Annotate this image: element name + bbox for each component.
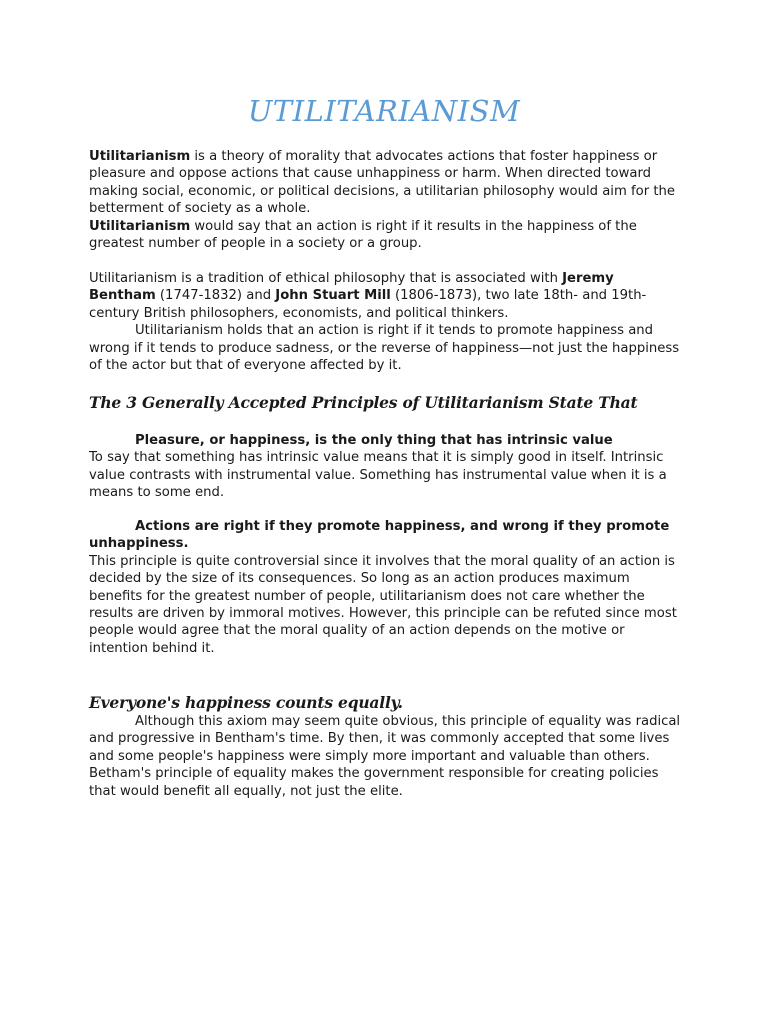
principle-2-section [89, 518, 681, 657]
term-utilitarianism-2: Utilitarianism [89, 218, 191, 234]
principle-2-text: This principle is quite controversial since it involves that the moral quality of an action is decided by the size of its consequences. So long as an action produces maximum benefits for the greatest number of people, utilitarianism does not care whether the results are driven by immoral motives. However, this principle can be refuted since most people would agree that the moral quality of an action depends on the motive or intention behind it. [89, 553, 677, 656]
intro-paragraph-2-text: would say that an action is right if it results in the happiness of the greatest number of people in a society or a group. [89, 218, 637, 252]
principle-1-heading [89, 432, 681, 449]
principle-2-heading [89, 518, 681, 553]
intro-section [89, 148, 681, 252]
holds-paragraph [89, 322, 681, 374]
intro-paragraph-2 [89, 218, 681, 253]
intro-paragraph-1-text: is a theory of morality that advocates actions that foster happiness or pleasure and oppose actions that cause unhappiness or harm. When directed toward making social, economic, or political decisions, a utilitarian philosophy would aim for the betterment of society as a whole. [89, 149, 675, 217]
history-section [89, 270, 681, 374]
principle-1-section [89, 432, 681, 502]
history-paragraph [89, 270, 681, 322]
term-utilitarianism: Utilitarianism [89, 149, 191, 164]
principle-3-text-content: Although this axiom may seem quite obvious, this principle of equality was radical and progressive in Bentham's time. By then, it was commonly accepted that some lives and some people's happiness were simply more important and valuable than others. Betham's principle of equality makes the government responsible for creating policies that would benefit all equally, not just the elite. [89, 714, 681, 799]
principles-heading: The 3 Generally Accepted Principles of Utilitarianism State That [89, 393, 638, 412]
name-bentham: Jeremy Bentham [89, 271, 614, 304]
principle-3-text [89, 713, 681, 800]
history-text-c: (1806-1873), two late 18th- and 19th-century British philosophers, economists, and political thinkers. [89, 288, 647, 321]
principle-1-text: To say that something has intrinsic value means that it is simply good in itself. Intrinsic value contrasts with instrumental value. Something has instrumental value when it is a means to some end. [89, 450, 667, 501]
history-text-a: Utilitarianism is a tradition of ethical philosophy that is associated with [89, 271, 563, 286]
principle-3-heading: Everyone's happiness counts equally. [89, 693, 403, 712]
history-text-b: (1747-1832) and [155, 288, 276, 304]
intro-paragraph-1 [89, 148, 681, 218]
principle-2-heading-text: Actions are right if they promote happiness, and wrong if they promote unhappiness. [89, 519, 670, 552]
holds-text: Utilitarianism holds that an action is right if it tends to promote happiness and wrong if it tends to produce sadness, or the reverse of happiness—not just the happiness of the actor but that of everyone affected by it. [89, 323, 680, 374]
document-title: UTILITARIANISM [247, 94, 521, 128]
principle-1-heading-text: Pleasure, or happiness, is the only thing that has intrinsic value [135, 433, 613, 448]
name-mill: John Stuart Mill [275, 288, 391, 304]
principle-3-section [89, 713, 681, 800]
